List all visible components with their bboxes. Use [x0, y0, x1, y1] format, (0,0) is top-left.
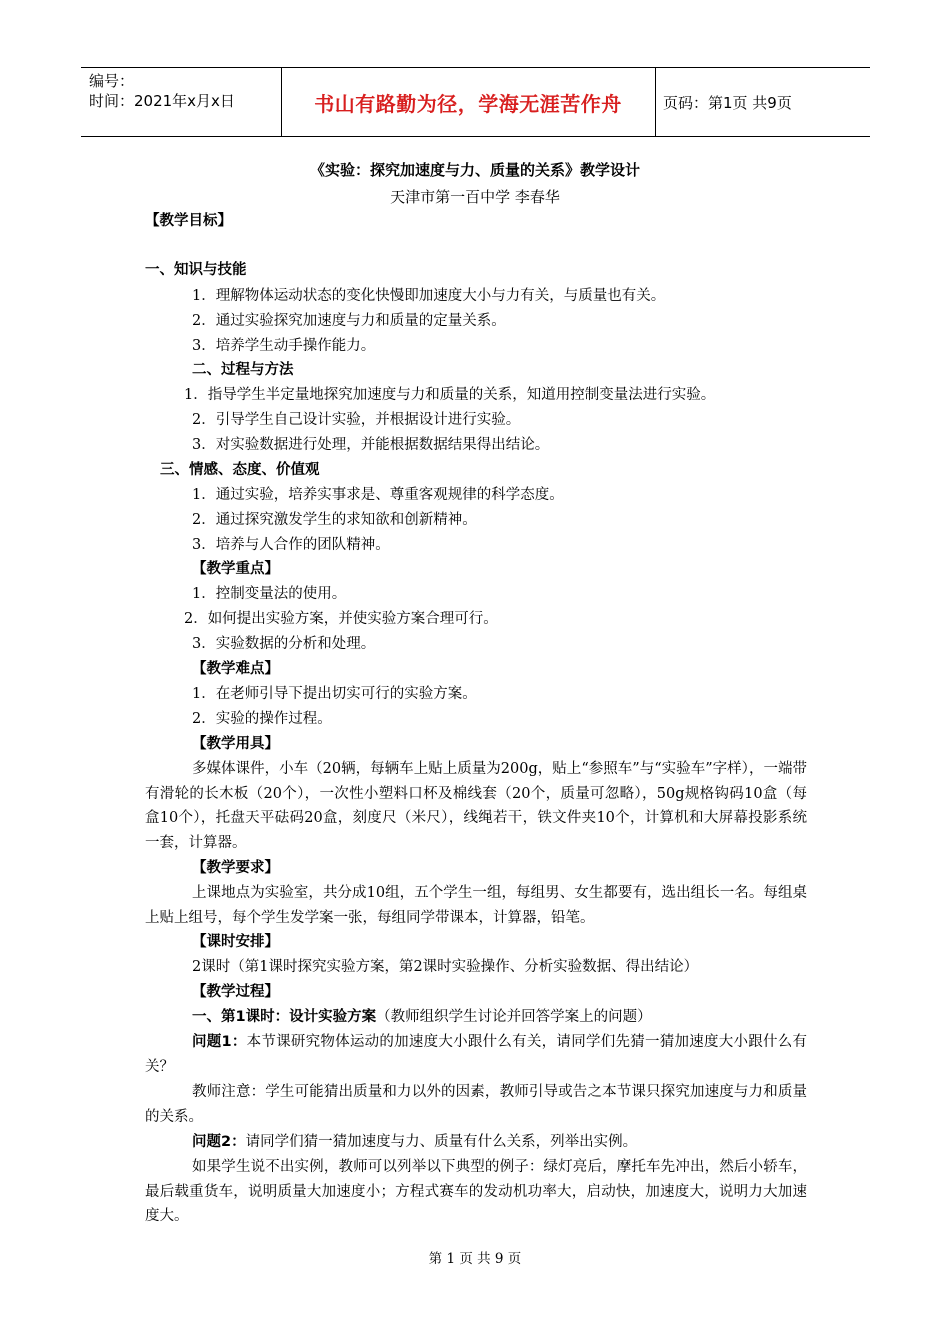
process-heading: 【教学过程】: [192, 984, 279, 1000]
section-heading: 二、过程与方法: [192, 362, 294, 378]
schedule-text: 2课时（第1课时探究实验方案，第2课时实验操作、分析实验数据、得出结论）: [192, 959, 699, 975]
header-divider: [655, 68, 656, 136]
question-1-text: 本节课研究物体运动的加速度大小跟什么有关，请同学们先猜一猜加速度大小跟什么有关？: [145, 1034, 807, 1075]
tools-heading: 【教学用具】: [192, 736, 279, 752]
list-item: 3．实验数据的分析和处理。: [192, 636, 376, 652]
list-item: 3．对实验数据进行处理，并能根据数据结果得出结论。: [192, 437, 550, 453]
question-2-label: 问题2：: [192, 1134, 246, 1150]
list-item: 2．引导学生自己设计实验，并根据设计进行实验。: [192, 412, 521, 428]
tools-paragraph: 多媒体课件，小车（20辆，每辆车上贴上质量为200g，贴上“参照车”与“实验车”字样），一端带有滑轮的长木板（20个），一次性小塑料口杯及棉线套（20个，质量可忽略），50g规格钩码10盒（每盒10个），托盘天平砝码20盒，刻度尺（米尺），线绳若干，铁文件夹10个，计算机和大屏幕投影系统一套，计算器。: [145, 761, 807, 851]
list-item: 1．指导学生半定量地探究加速度与力和质量的关系，知道用控制变量法进行实验。: [184, 387, 716, 403]
list-item: 1．通过实验，培养实事求是、尊重客观规律的科学态度。: [192, 487, 564, 503]
list-item: 3．培养与人合作的团队精神。: [192, 537, 390, 553]
section-heading: 一、知识与技能: [145, 262, 247, 278]
example-paragraph: 如果学生说不出实例，教师可以列举以下典型的例子：绿灯亮后，摩托车先冲出，然后小轿车，最后载重货车，说明质量大加速度小；方程式赛车的发动机功率大，启动快，加速度大，说明力大加速度大。: [145, 1159, 807, 1224]
list-item: 1．理解物体运动状态的变化快慢即加速度大小与力有关，与质量也有关。: [192, 288, 666, 304]
process-subheading-bold: 一、第1课时：设计实验方案: [192, 1009, 377, 1025]
process-subheading-note: （教师组织学生讨论并回答学案上的问题）: [376, 1009, 652, 1025]
list-item: 1．在老师引导下提出切实可行的实验方案。: [192, 686, 477, 702]
list-item: 2．通过实验探究加速度与力和质量的定量关系。: [192, 313, 506, 329]
requirements-heading: 【教学要求】: [192, 860, 279, 876]
question-1: [145, 1030, 807, 1079]
question-2-text: 请同学们猜一猜加速度与力、质量有什么关系，列举出实例。: [245, 1134, 638, 1150]
list-item: 2．实验的操作过程。: [192, 711, 332, 727]
date-label: 时间：2021年x月x日: [89, 92, 235, 110]
objectives-heading: 【教学目标】: [145, 213, 232, 229]
number-label: 编号：: [89, 72, 135, 90]
motto: 书山有路勤为径，学海无涯苦作舟: [314, 91, 622, 116]
teacher-note: 教师注意：学生可能猜出质量和力以外的因素，教师引导或告之本节课只探究加速度与力和质量的关系。: [145, 1084, 807, 1125]
schedule-heading: 【课时安排】: [192, 934, 279, 950]
list-item: 3．培养学生动手操作能力。: [192, 338, 376, 354]
requirements-paragraph: 上课地点为实验室，共分成10组，五个学生一组，每组男、女生都要有，选出组长一名。每组桌上贴上组号，每个学生发学案一张，每组同学带课本，计算器，铅笔。: [145, 885, 807, 926]
header-table: [81, 67, 870, 137]
difficult-points-heading: 【教学难点】: [192, 661, 279, 677]
list-item: 1．控制变量法的使用。: [192, 586, 347, 602]
document-title: 《实验：探究加速度与力、质量的关系》教学设计: [309, 161, 640, 179]
question-1-label: 问题1：: [192, 1034, 247, 1050]
list-item: 2．通过探究激发学生的求知欲和创新精神。: [192, 512, 477, 528]
header-left: [89, 71, 235, 111]
section-heading: 三、情感、态度、价值观: [160, 462, 320, 478]
question-2: [145, 1130, 807, 1155]
key-points-heading: 【教学重点】: [192, 561, 279, 577]
page-label: 页码：第1页 共9页: [663, 93, 792, 112]
page-footer: 第 1 页 共 9 页: [428, 1251, 522, 1267]
list-item: 2．如何提出实验方案，并使实验方案合理可行。: [184, 611, 498, 627]
process-subheading: [192, 1006, 652, 1028]
document-author: 天津市第一百中学 李春华: [390, 188, 560, 206]
